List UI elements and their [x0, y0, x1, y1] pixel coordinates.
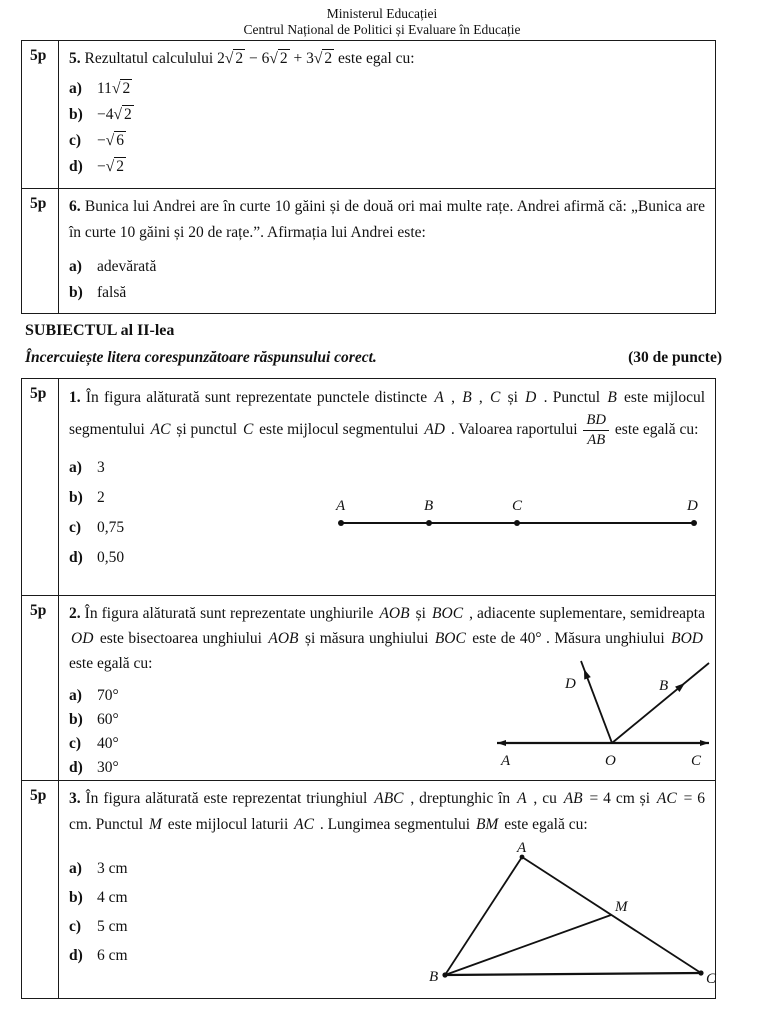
point-label-B: B — [429, 969, 439, 985]
question-6-cell — [59, 189, 715, 313]
ray-OB — [612, 663, 709, 743]
subject2-table — [21, 378, 716, 999]
option-letter: a) — [69, 458, 82, 476]
question-1-cell — [59, 379, 715, 595]
option-d — [69, 543, 705, 573]
figure-collinear-points — [329, 496, 701, 536]
option-letter: b) — [69, 106, 83, 123]
header-center: Centrul Național de Politici și Evaluare în Educație — [243, 22, 521, 37]
document-header — [0, 6, 764, 38]
point-C — [698, 970, 703, 975]
option-value: 11 √ 2 — [97, 76, 132, 102]
question-5-points: 5p — [22, 41, 59, 188]
option-value: adevărată — [97, 258, 157, 275]
option-value: falsă — [97, 284, 127, 301]
question-6-options — [69, 254, 705, 306]
question-2-text: 2. În figura alăturată sunt reprezentate unghiurile AOB și BOC , adiacente suplementare, semidreapta OD este bisectoarea unghiului AOB și măsura unghiului BOC este de 40° . Măsura unghiului BOD este egală cu: — [69, 605, 705, 672]
figure-right-triangle — [418, 840, 718, 992]
option-a — [69, 254, 705, 280]
point-label-A: A — [336, 498, 346, 514]
option-value: 3 — [97, 458, 105, 476]
question-5-text: 5. Rezultatul calculului 2 √ 2 − 6 √ 2 + 3 √ 2 este egal cu: — [69, 46, 705, 72]
question-5-cell — [59, 41, 715, 188]
question-1-text: 1. În figura alăturată sunt reprezentate punctele distincte A , B , C și D . Punctul B este mijlocul segmentului AC și punctul C este mijlocul segmentului AD . Valoarea raportului $\frac{BD}{AB}$ este egală cu: — [69, 389, 706, 448]
option-value: 3 cm — [97, 860, 128, 877]
option-c — [69, 128, 705, 154]
option-letter: d) — [69, 759, 83, 776]
point-label-B: B — [659, 678, 669, 694]
point-D — [691, 520, 697, 526]
subject2-instruction: Încercuiește litera corespunzătoare răspunsului corect. — [25, 349, 377, 366]
point-label-M: M — [615, 899, 628, 915]
option-letter: d) — [69, 548, 83, 566]
header-ministry: Ministerul Educației — [326, 6, 438, 21]
option-letter: c) — [69, 132, 82, 149]
point-label-D: D — [687, 498, 698, 514]
figure-adjacent-angles — [489, 650, 715, 772]
option-letter: a) — [69, 687, 82, 704]
point-label-C: C — [512, 498, 523, 514]
option-value: −4 √ 2 — [97, 102, 134, 128]
point-label-A: A — [517, 840, 527, 856]
option-letter: a) — [69, 258, 82, 275]
question-3-cell — [59, 781, 715, 998]
point-label-C: C — [706, 971, 717, 987]
option-letter: d) — [69, 158, 83, 175]
point-label-B: B — [424, 498, 434, 514]
question-3-points: 5p — [22, 781, 59, 998]
option-a — [69, 76, 705, 102]
point-label-O: O — [605, 753, 616, 769]
question-1-row — [22, 379, 715, 595]
subject2-title: SUBIECTUL al II-lea — [25, 322, 175, 339]
question-5-row — [22, 41, 715, 188]
option-value: 6 cm — [97, 947, 128, 964]
point-B — [426, 520, 432, 526]
option-b — [69, 102, 705, 128]
option-value: − √ 2 — [97, 154, 126, 180]
option-value: 70° — [97, 687, 119, 704]
option-letter: b) — [69, 711, 83, 728]
side-AB — [445, 857, 522, 975]
option-letter: c) — [69, 918, 82, 935]
subject2-points: (30 de puncte) — [628, 349, 722, 366]
option-value: 40° — [97, 735, 119, 752]
option-letter: d) — [69, 947, 83, 964]
option-letter: c) — [69, 518, 82, 536]
side-AC — [522, 857, 701, 973]
arrow-C — [700, 740, 709, 746]
option-letter: a) — [69, 860, 82, 877]
question-3-text: 3. În figura alăturată este reprezentat triunghiul ABC , dreptunghic în A , cu AB = 4 cm și AC = 6 cm. Punctul M este mijlocul laturii AC . Lungimea segmentului BM este egală cu: — [69, 790, 705, 833]
question-2-points: 5p — [22, 596, 59, 780]
option-value: 5 cm — [97, 918, 128, 935]
option-letter: a) — [69, 80, 82, 97]
subject1-table — [21, 40, 716, 314]
point-B — [442, 972, 447, 977]
question-2-cell — [59, 596, 715, 780]
option-value: 4 cm — [97, 889, 128, 906]
question-6-points: 5p — [22, 189, 59, 313]
option-b — [69, 280, 705, 306]
point-label-A: A — [501, 753, 511, 769]
question-3-row — [22, 780, 715, 998]
point-A — [338, 520, 344, 526]
option-letter: c) — [69, 735, 82, 752]
option-letter: b) — [69, 889, 83, 906]
question-5-options — [69, 76, 705, 180]
question-1-points: 5p — [22, 379, 59, 595]
option-value: 0,75 — [97, 518, 125, 536]
option-value: 60° — [97, 711, 119, 728]
question-2-row — [22, 595, 715, 780]
question-6-row — [22, 188, 715, 313]
option-a — [69, 453, 705, 483]
option-letter: b) — [69, 284, 83, 301]
side-BC — [445, 973, 701, 975]
point-label-C: C — [691, 753, 702, 769]
option-value: 2 — [97, 488, 105, 506]
arrow-D — [581, 668, 591, 680]
point-label-D: D — [565, 676, 576, 692]
option-letter: b) — [69, 488, 83, 506]
subject2-instruction-row — [25, 349, 722, 367]
question-6-text: 6. Bunica lui Andrei are în curte 10 găini și de două ori mai multe rațe. Andrei afirmă că: „Bunica are în curte 10 găini și 20 de rațe.”. Afirmația lui Andrei este: — [69, 198, 705, 241]
option-value: 30° — [97, 759, 119, 776]
point-C — [514, 520, 520, 526]
option-d — [69, 154, 705, 180]
option-value: − √ 6 — [97, 128, 126, 154]
segment-BM — [445, 915, 611, 975]
option-value: 0,50 — [97, 548, 125, 566]
arrow-A — [497, 740, 506, 746]
